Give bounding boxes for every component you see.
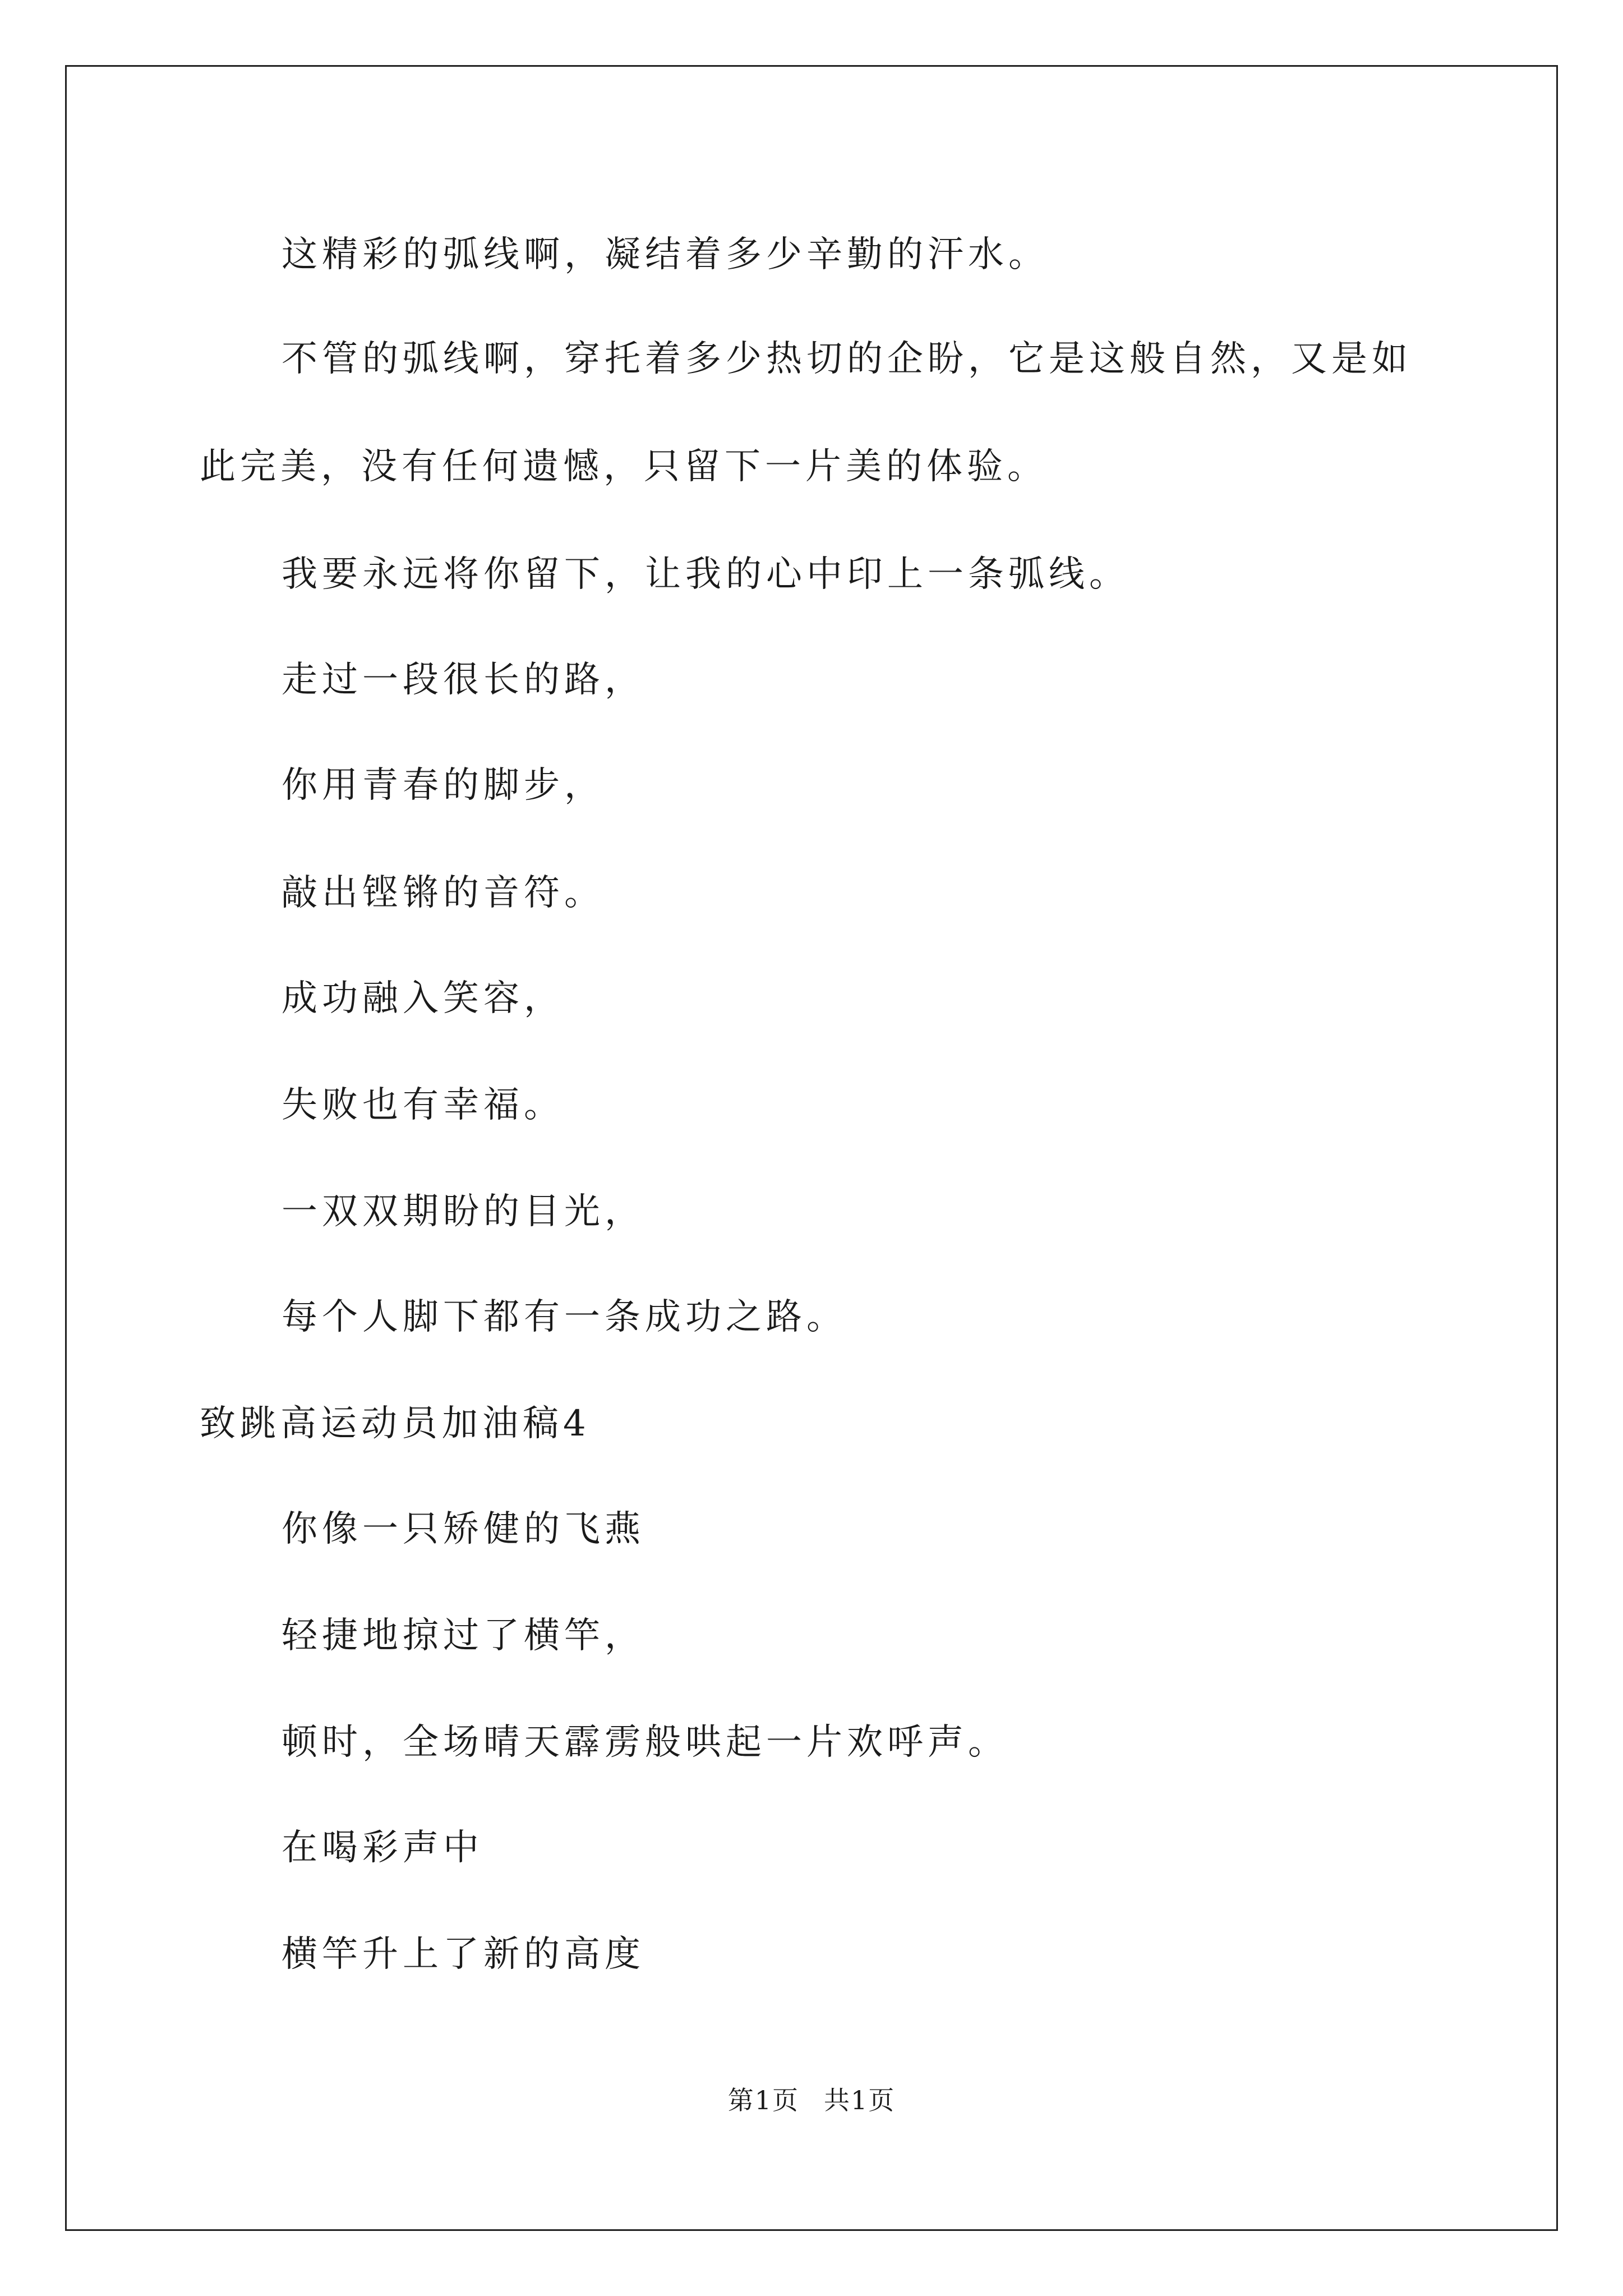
paragraph-line: 成功融入笑容， xyxy=(282,978,564,1019)
page-footer xyxy=(0,2083,1623,2117)
paragraph-line: 你像一只矫健的飞燕 xyxy=(282,1508,645,1550)
paragraph-line: 走过一段很长的路， xyxy=(282,659,645,701)
page-number-total: 共1页 xyxy=(824,2085,896,2115)
paragraph-line: 顿时，全场晴天霹雳般哄起一片欢呼声。 xyxy=(282,1722,1008,1763)
paragraph-line: 横竿升上了新的高度 xyxy=(282,1934,645,1975)
paragraph-line: 失败也有幸福。 xyxy=(282,1084,564,1126)
paragraph-line: 每个人脚下都有一条成功之路。 xyxy=(282,1296,847,1338)
paragraph-line: 我要永远将你留下，让我的心中印上一条弧线。 xyxy=(282,554,1129,595)
paragraph-line: 这精彩的弧线啊，凝结着多少辛勤的汗水。 xyxy=(282,234,1049,275)
section-heading: 致跳高运动员加油稿4 xyxy=(200,1403,591,1444)
paragraph-line: 你用青春的脚步， xyxy=(282,765,605,806)
paragraph-line: 此完美，没有任何遗憾，只留下一片美的体验。 xyxy=(200,446,1048,487)
paragraph-line: 一双双期盼的目光， xyxy=(282,1191,645,1232)
paragraph-line: 不管的弧线啊，穿托着多少热切的企盼，它是这般自然，又是如 xyxy=(282,338,1412,380)
paragraph-line: 在喝彩声中 xyxy=(282,1827,483,1869)
paragraph-line: 轻捷地掠过了横竿， xyxy=(282,1615,645,1657)
page-number-current: 第1页 xyxy=(727,2085,799,2115)
paragraph-line: 敲出铿锵的音符。 xyxy=(282,872,605,914)
